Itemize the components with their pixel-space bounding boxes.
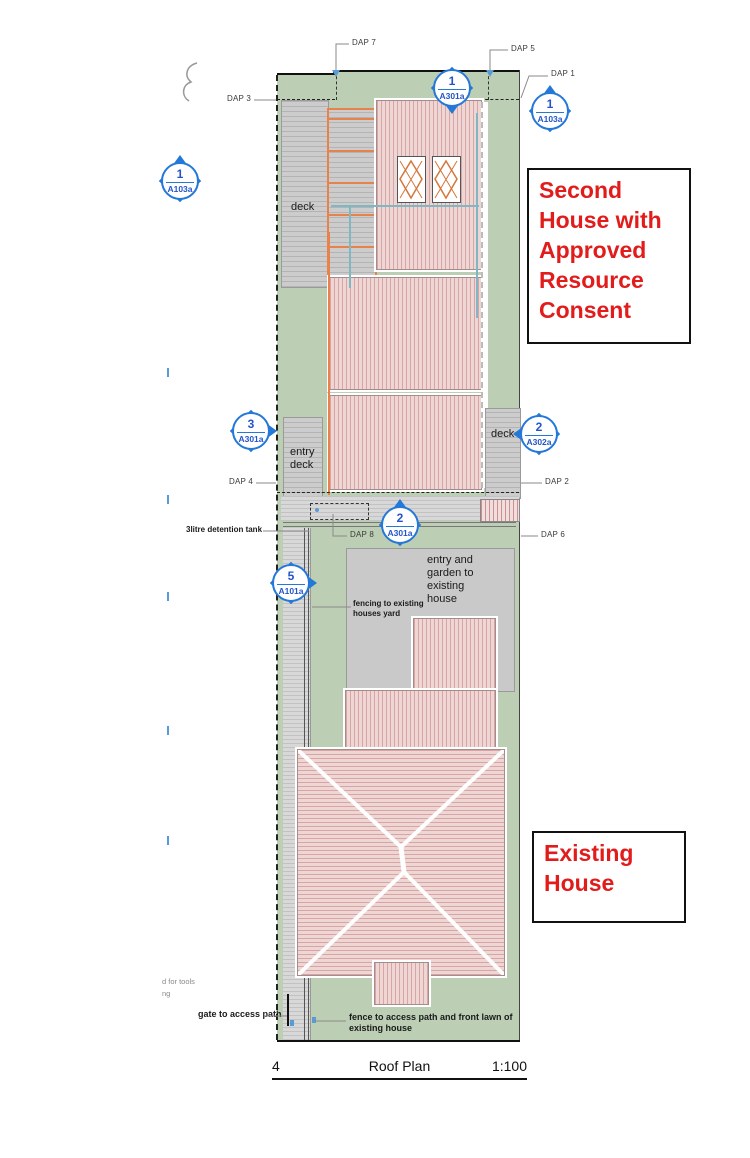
deck-right-area: [485, 408, 521, 499]
existing-house-rear-roof-b: [345, 690, 496, 749]
drawing-title: Roof Plan: [368, 1058, 431, 1074]
hip-ridge-lines: [298, 750, 504, 975]
dap3-label: DAP 3: [227, 94, 251, 103]
margin-tick-1: [167, 368, 169, 377]
dap2-label: DAP 2: [545, 477, 569, 486]
margin-note-2: ng: [162, 989, 171, 998]
detention-tank-label: 3litre detention tank: [186, 525, 263, 534]
fascia-orange-left: [328, 232, 330, 495]
section-marker-5-a101a: 5 A101a: [272, 564, 310, 602]
fence-marker: [312, 1017, 316, 1023]
deck-top-area: [281, 100, 329, 288]
existing-house-callout: Existing House: [532, 831, 686, 923]
entry-deck-label: entry deck: [290, 446, 315, 471]
dap1-label: DAP 1: [551, 69, 575, 78]
section-marker-2-a301a: 2 A301a: [381, 506, 419, 544]
boundary-top-left: [277, 73, 335, 75]
gutter-teal-left: [349, 205, 351, 288]
existing-house-porch-roof: [374, 962, 429, 1005]
setback-top-right-line: [480, 99, 519, 100]
dap5-label: DAP 5: [511, 44, 535, 53]
dap6-label: DAP 6: [541, 530, 565, 539]
section-marker-2-a302a: 2 A302a: [520, 415, 558, 453]
second-house-roof-lower: [329, 395, 482, 490]
section-marker-1-a103a-left: 1 A103a: [161, 162, 199, 200]
existing-house-hip-roof: [297, 749, 505, 976]
second-house-callout: Second House with Approved Resource Consent: [527, 168, 691, 344]
fencing-yard-label: fencing to existing houses yard: [353, 599, 424, 618]
deck-right-label: deck: [491, 428, 515, 440]
section-marker-1-a301a: 1 A301a: [433, 69, 471, 107]
boundary-top-right: [333, 70, 520, 72]
margin-tick-5: [167, 836, 169, 845]
drawing-number: 4: [272, 1058, 280, 1074]
skylight-2: [432, 156, 461, 203]
section-marker-3-a301a: 3 A301a: [232, 412, 270, 450]
boundary-bottom: [277, 1040, 520, 1042]
margin-tick-4: [167, 726, 169, 735]
second-house-roof-mid: [329, 277, 482, 390]
boundary-top-step: [333, 70, 335, 75]
gate-label: gate to access path: [198, 1009, 282, 1019]
section-marker-1-a103a-right: 1 A103a: [531, 92, 569, 130]
drawing-scale: 1:100: [491, 1058, 527, 1074]
detention-tank-outline: [310, 503, 369, 520]
gutter-teal-right: [476, 113, 478, 318]
dap4-label: DAP 4: [229, 477, 253, 486]
drawing-title-block: [272, 1058, 527, 1080]
skylight-1: [397, 156, 426, 203]
dap7-label: DAP 7: [352, 38, 376, 47]
margin-tick-2: [167, 495, 169, 504]
boundary-right: [519, 70, 520, 1040]
margin-note-1: d for tools: [162, 977, 195, 986]
setback-dap5-line: [488, 71, 489, 100]
second-house-roof-upper: [376, 100, 482, 270]
boundary-left-dashed: [276, 75, 278, 1040]
entry-garden-label: entry and garden to existing house: [427, 554, 474, 605]
fence-access-label: fence to access path and front lawn of existing house: [349, 1012, 513, 1034]
deck-top-label: deck: [291, 201, 315, 213]
detention-tank-dot: [315, 508, 319, 512]
dap8-label: DAP 8: [350, 530, 374, 539]
setback-dap7-line: [336, 71, 337, 100]
gate-marker: [290, 1020, 294, 1026]
existing-house-rear-roof-a: [413, 618, 496, 692]
corrugated-canopy: [480, 499, 520, 522]
gutter-teal-horizontal: [331, 205, 479, 207]
revision-squiggle: [184, 63, 197, 101]
internal-boundary-dashed: [277, 492, 519, 493]
margin-tick-3: [167, 592, 169, 601]
gate-line: [287, 994, 289, 1026]
pergola-battens: [327, 108, 377, 280]
